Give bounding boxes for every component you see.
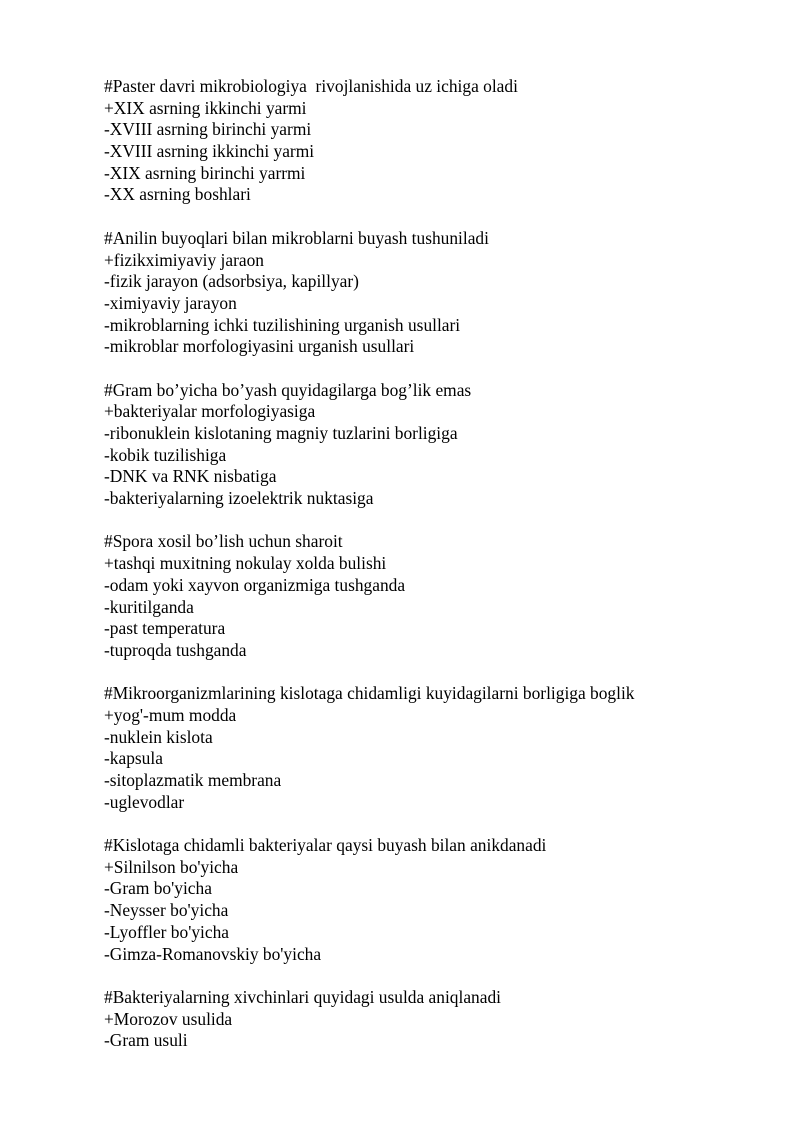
question-block: [104, 531, 764, 661]
question-text: #Anilin buyoqlari bilan mikroblarni buyash tushuniladi: [104, 227, 489, 248]
answer-option: -ribonuklein kislotaning magniy tuzlarini borligiga: [104, 423, 458, 443]
answer-option: -Neysser bo'yicha: [104, 900, 229, 921]
answer-option: -XVIII asrning ikkinchi yarmi: [104, 141, 315, 162]
answer-option: -DNK va RNK nisbatiga: [104, 466, 277, 487]
answer-option: -Gimza-Romanovskiy bo'yicha: [104, 943, 322, 964]
question-text: #Paster davri mikrobiologiya rivojlanishida uz ichiga oladi: [104, 76, 518, 96]
answer-option: -sitoplazmatik membrana: [104, 770, 282, 790]
question-block: [104, 835, 764, 965]
answer-option: +XIX asrning ikkinchi yarmi: [104, 97, 307, 118]
question-block: [104, 987, 764, 1052]
answer-option: -kapsula: [104, 748, 163, 769]
question-block: [104, 228, 764, 358]
answer-option: -XX asrning boshlari: [104, 184, 251, 205]
answer-option: -mikroblarning ichki tuzilishining urganish usullari: [104, 314, 461, 335]
question-block: [104, 683, 764, 813]
answer-option: -kuritilganda: [104, 596, 194, 617]
answer-option: +bakteriyalar morfologiyasiga: [104, 401, 316, 422]
answer-option: -fizik jarayon (adsorbsiya, kapillyar): [104, 271, 359, 292]
question-text: #Kislotaga chidamli bakteriyalar qaysi buyash bilan anikdanadi: [104, 835, 547, 856]
answer-option: -past temperatura: [104, 618, 226, 639]
answer-option: -odam yoki xayvon organizmiga tushganda: [104, 574, 406, 595]
question-text: #Gram bo’yicha bo’yash quyidagilarga bog’lik emas: [104, 379, 472, 400]
document-content: [104, 76, 764, 1074]
answer-option: +fizikximiyaviy jaraon: [104, 249, 264, 270]
question-text: #Mikroorganizmlarining kislotaga chidamligi kuyidagilarni borligiga boglik: [104, 683, 635, 704]
answer-option: -nuklein kislota: [104, 726, 213, 747]
answer-option: -XVIII asrning birinchi yarmi: [104, 119, 312, 140]
answer-option: -XIX asrning birinchi yarrmi: [104, 162, 306, 183]
answer-option: +tashqi muxitning nokulay xolda bulishi: [104, 553, 387, 574]
answer-option: +yog'-mum modda: [104, 704, 237, 725]
answer-option: -Lyoffler bo'yicha: [104, 921, 229, 942]
question-text: #Spora xosil bo’lish uchun sharoit: [104, 531, 343, 552]
question-block: [104, 380, 764, 510]
answer-option: +Morozov usulida: [104, 1008, 233, 1029]
answer-option: -uglevodlar: [104, 791, 185, 812]
answer-option: -tuproqda tushganda: [104, 639, 247, 660]
question-text: #Bakteriyalarning xivchinlari quyidagi usulda aniqlanadi: [104, 986, 501, 1007]
answer-option: -bakteriyalarning izoelektrik nuktasiga: [104, 488, 374, 509]
answer-option: -Gram usuli: [104, 1030, 188, 1051]
answer-option: +Silnilson bo'yicha: [104, 856, 239, 877]
question-block: [104, 76, 764, 206]
answer-option: -mikroblar morfologiyasini urganish usullari: [104, 336, 415, 357]
answer-option: -kobik tuzilishiga: [104, 444, 227, 465]
answer-option: -ximiyaviy jarayon: [104, 292, 237, 313]
answer-option: -Gram bo'yicha: [104, 878, 212, 899]
